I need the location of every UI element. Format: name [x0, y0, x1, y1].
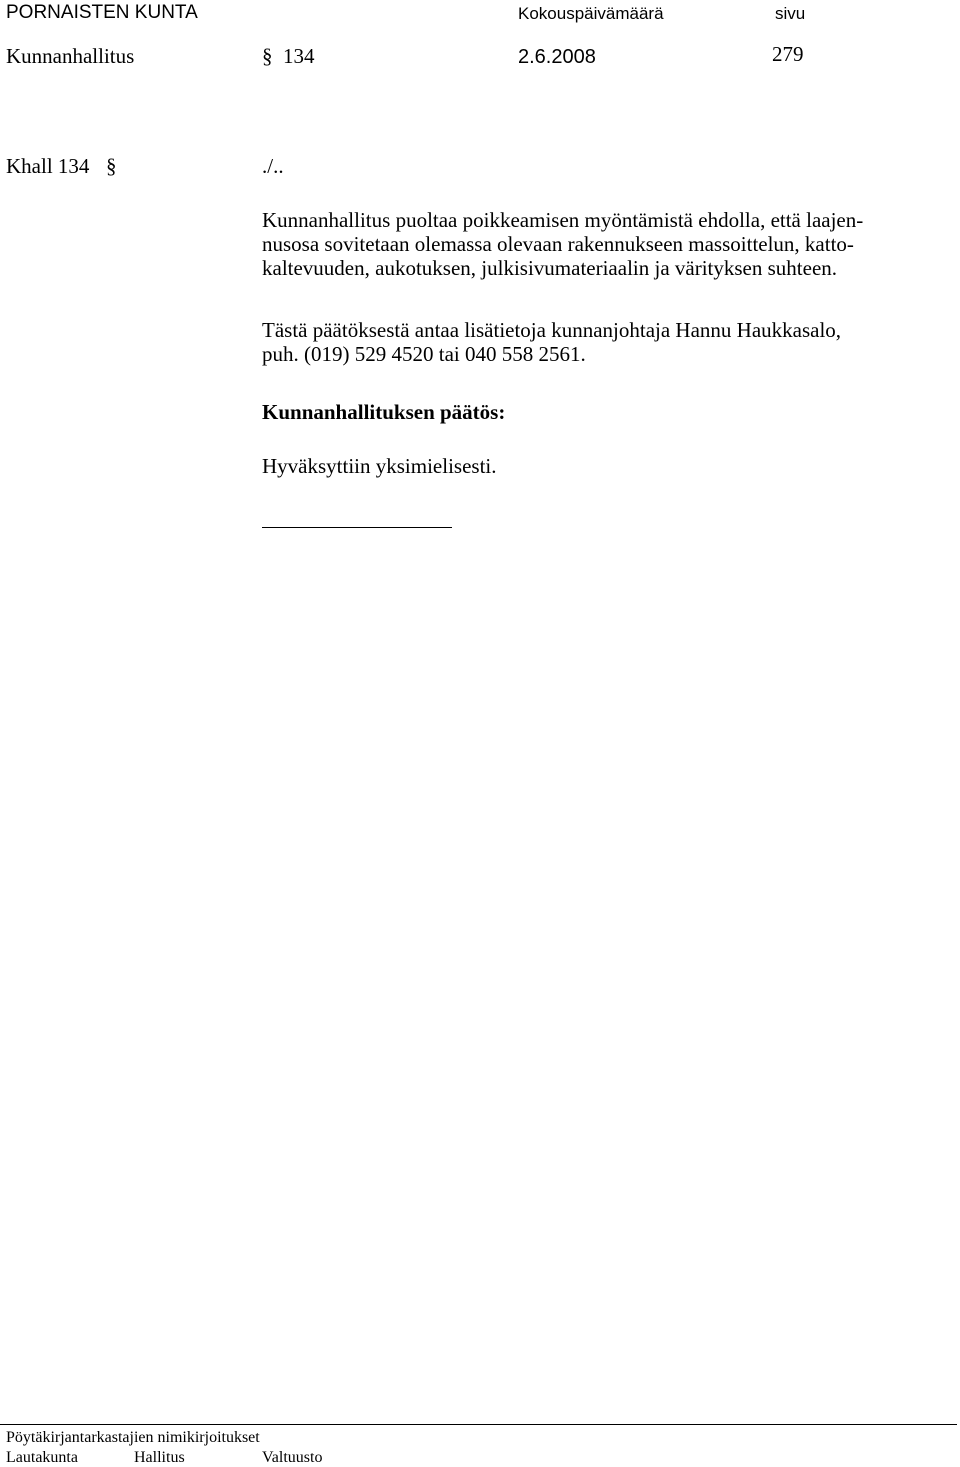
- decision-heading: Kunnanhallituksen päätös:: [262, 400, 506, 424]
- section-end-rule: [262, 527, 452, 528]
- reference-section-symbol: §: [106, 154, 117, 178]
- paragraph-line: nusosa sovitetaan olemassa olevaan rakennukseen massoittelun, katto-: [262, 232, 854, 256]
- footer-column-board: Lautakunta: [6, 1449, 78, 1466]
- paragraph-line: puh. (019) 529 4520 tai 040 558 2561.: [262, 342, 586, 366]
- paragraph-statement: [262, 208, 942, 280]
- meeting-date-label: Kokouspäivämäärä: [518, 4, 664, 23]
- paragraph-line: kaltevuuden, aukotuksen, julkisivumateriaalin ja värityksen suhteen.: [262, 256, 838, 280]
- continuation-marker: ./..: [262, 154, 284, 178]
- section-symbol: §: [262, 44, 273, 68]
- page-label: sivu: [775, 4, 806, 23]
- paragraph-line: Tästä päätöksestä antaa lisätietoja kunnanjohtaja Hannu Haukkasalo,: [262, 318, 842, 342]
- page-number: 279: [772, 42, 804, 66]
- footer-column-council: Valtuusto: [262, 1449, 323, 1466]
- decision-text: Hyväksyttiin yksimielisesti.: [262, 454, 497, 478]
- signatures-label: Pöytäkirjantarkastajien nimikirjoitukset: [6, 1429, 260, 1446]
- meeting-date: 2.6.2008: [518, 46, 596, 68]
- reference-label: Khall 134: [6, 154, 90, 178]
- paragraph-contact-info: [262, 318, 942, 366]
- governing-body: Kunnanhallitus: [6, 44, 135, 68]
- footer-rule: [0, 1424, 957, 1425]
- organization-name: PORNAISTEN KUNTA: [6, 2, 198, 23]
- paragraph-line: Kunnanhallitus puoltaa poikkeamisen myöntämistä ehdolla, että laajen-: [262, 208, 864, 232]
- section-number: 134: [283, 44, 315, 68]
- footer-column-government: Hallitus: [134, 1449, 185, 1466]
